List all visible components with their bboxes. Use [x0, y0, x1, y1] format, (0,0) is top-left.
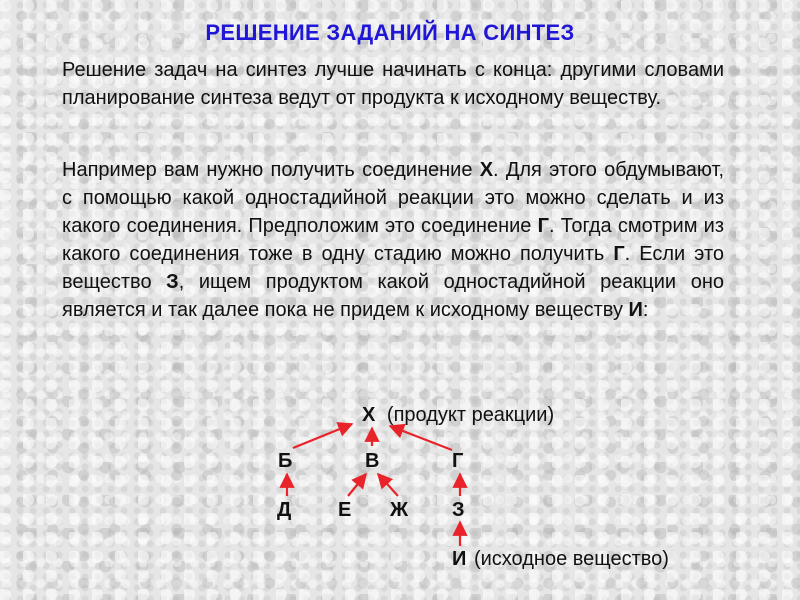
text-segment: Например вам нужно получить соединение [62, 159, 480, 181]
arrow-e-to-v [348, 474, 366, 496]
node-g: Г [452, 450, 464, 472]
node-zh: Ж [390, 499, 409, 521]
text-segment: . Для этого обдумывают, с помощью какой одностадийной реакции это можно сделать и из какого соединения. Предположим это соединение [62, 159, 724, 237]
text-segment: . Если это вещество [62, 243, 724, 293]
text-segment: , ищем продуктом какой одностадийной реакции оно является и так далее пока не придем к исходному веществу [62, 271, 724, 321]
node-d: Д [277, 499, 292, 521]
node-i-note: (исходное вещество) [473, 548, 669, 570]
compound-i: И [628, 299, 643, 321]
compound-z: З [166, 271, 179, 293]
compound-g: Г [537, 215, 549, 237]
slide-title: РЕШЕНИЕ ЗАДАНИЙ НА СИНТЕЗ [205, 20, 575, 45]
compound-x: Х [479, 159, 494, 181]
node-i [452, 547, 669, 571]
node-i-label: И [452, 548, 467, 570]
node-x [362, 403, 554, 427]
node-b: Б [278, 450, 293, 472]
node-x-label: Х [362, 404, 376, 426]
paragraph-intro: Решение задач на синтез лучше начинать с конца: другими словами планирование синтеза ведут от продукта к исходному веществу. [62, 59, 724, 109]
node-x-note: (продукт реакции) [386, 404, 555, 426]
node-v: В [365, 450, 380, 472]
text-segment: . Тогда смотрим из какого соединения тоже в одну стадию можно получить [62, 215, 724, 265]
arrow-zh-to-v [378, 474, 398, 496]
compound-g: Г [613, 243, 625, 265]
text-segment: : [642, 299, 649, 321]
arrow-g-to-x [390, 426, 452, 450]
node-z: З [452, 499, 465, 521]
arrow-b-to-x [293, 424, 352, 448]
node-e: Е [338, 499, 352, 521]
